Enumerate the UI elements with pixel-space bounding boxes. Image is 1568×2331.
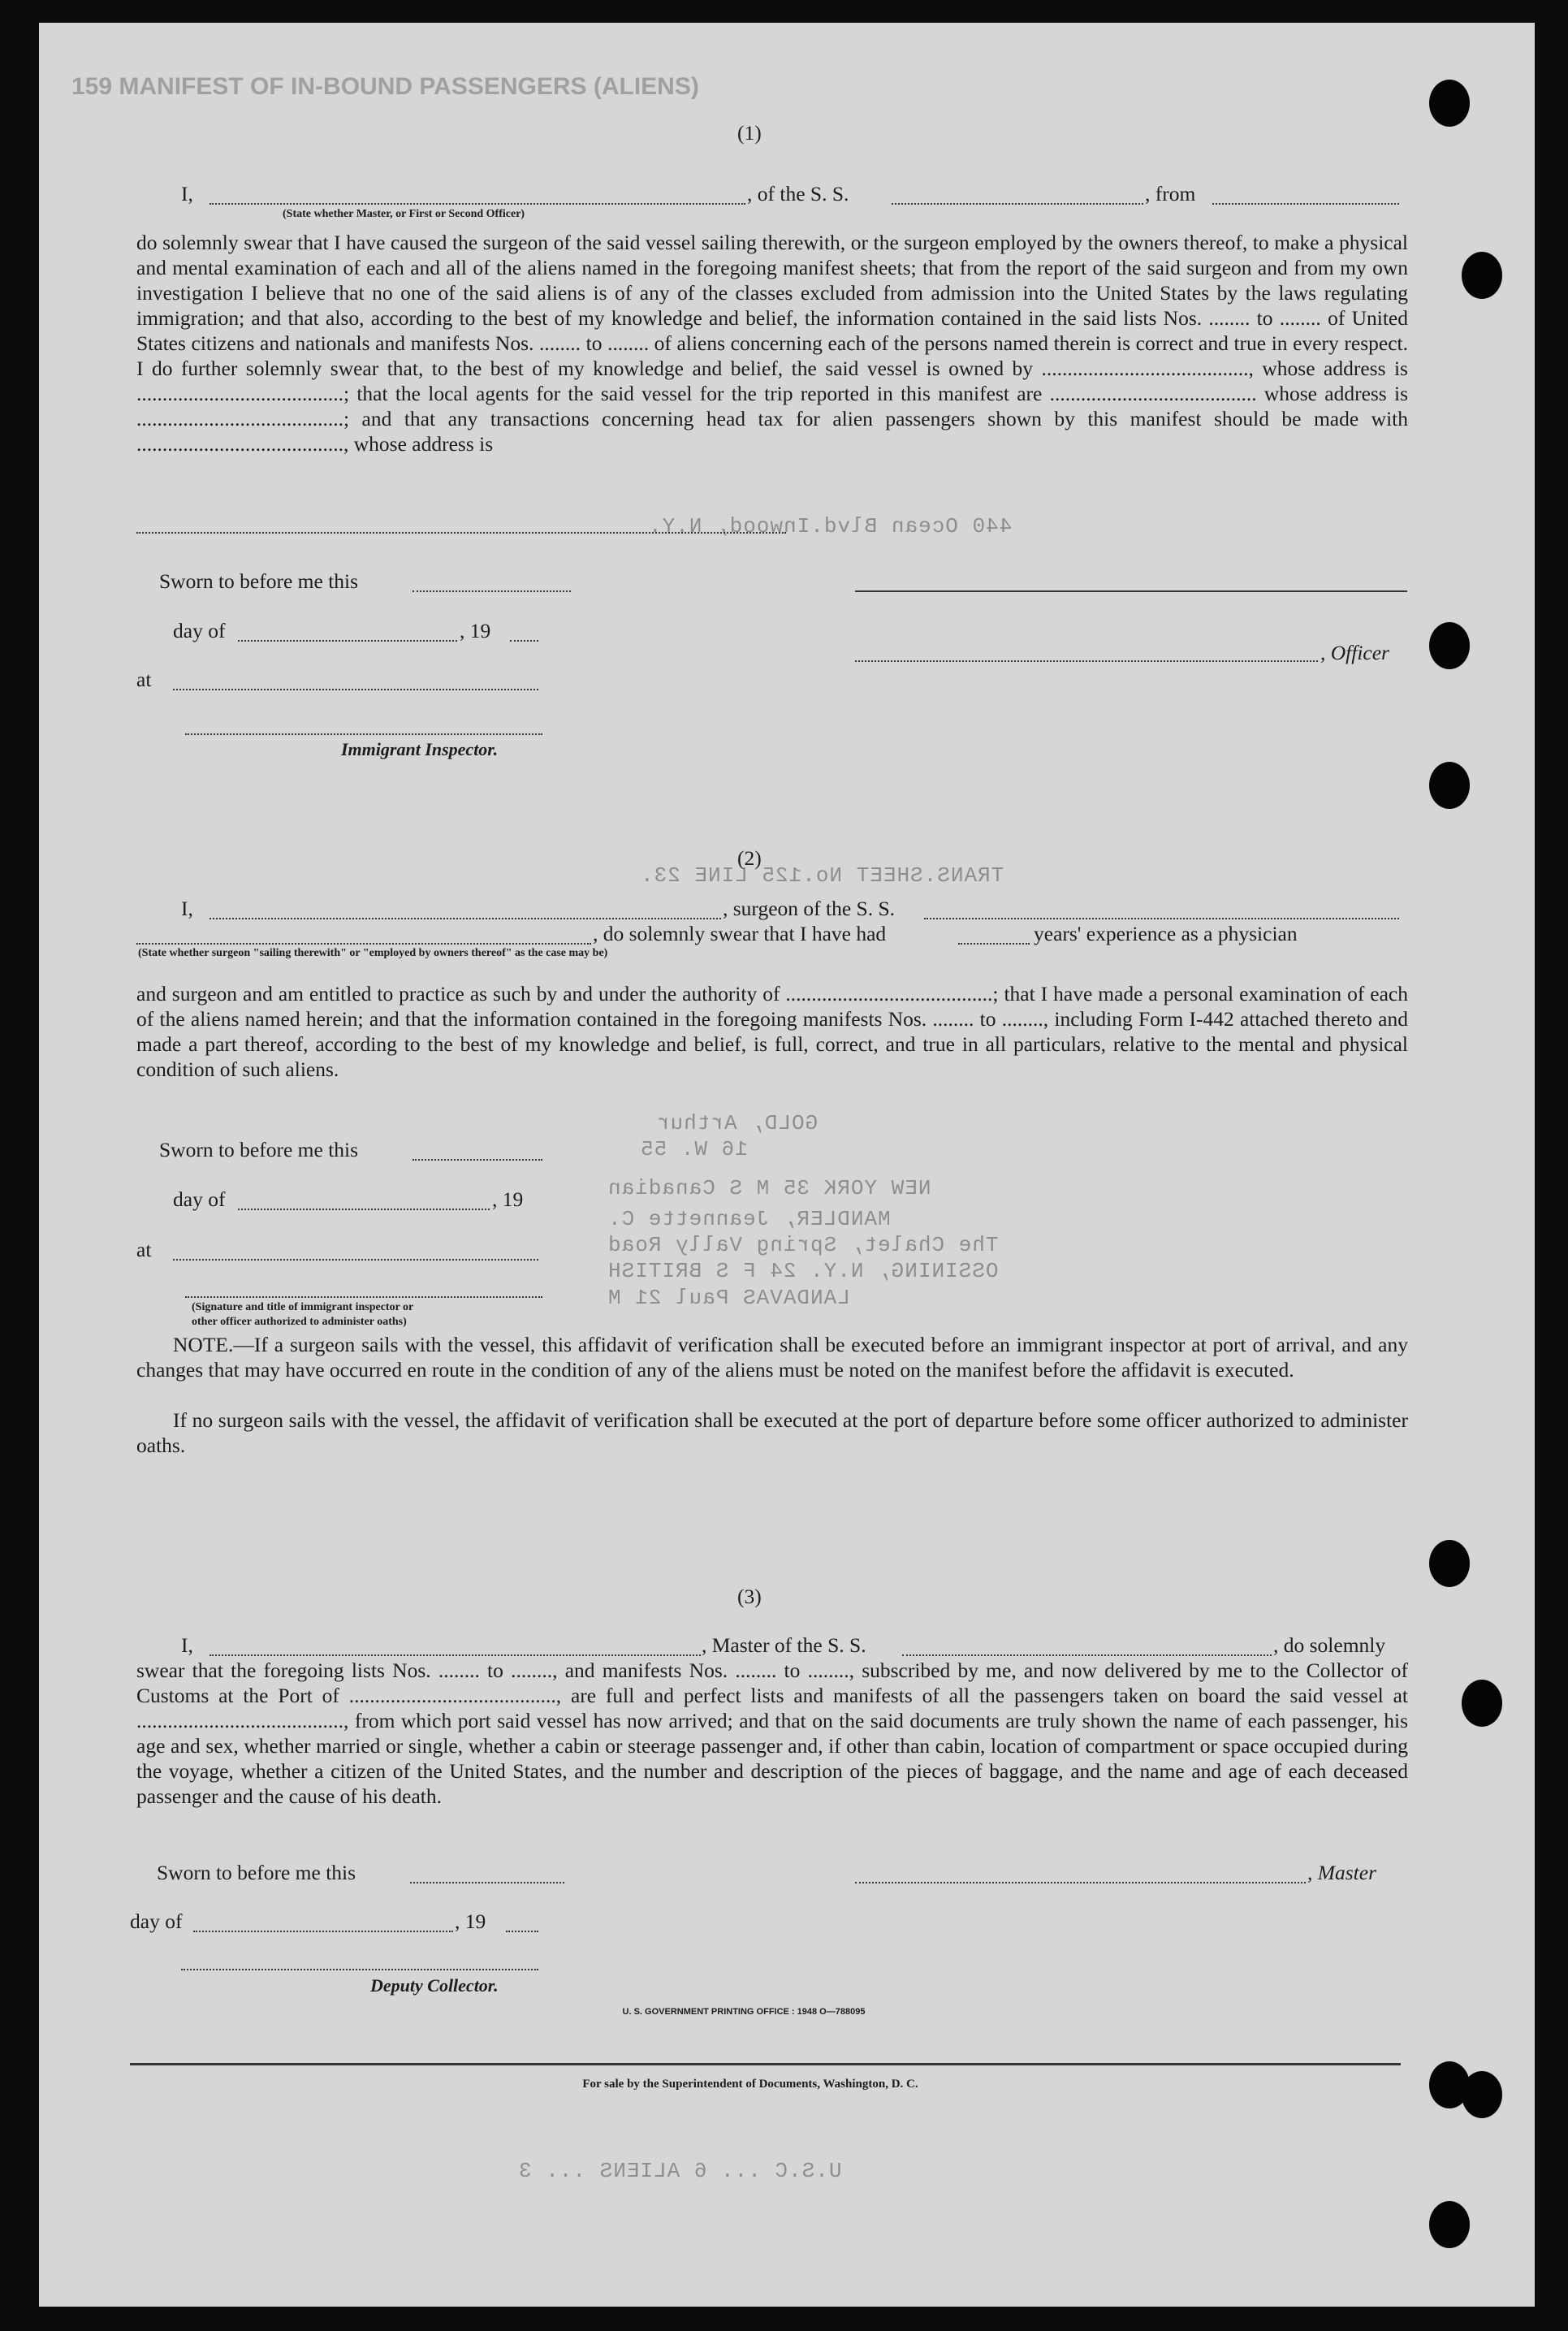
at-label-1: at (136, 668, 152, 691)
surgeon-vessel-field[interactable] (924, 918, 1399, 919)
year-field-1[interactable] (510, 640, 538, 642)
sworn-label-2: Sworn to before me this (159, 1138, 359, 1161)
footer-rule (130, 2063, 1401, 2065)
bleed-through-text: NEW YORK 35 M S Canadian (607, 1176, 931, 1200)
sworn-date-field-3[interactable] (410, 1882, 564, 1883)
bleed-through-text: LANDAVAS Paul 21 M (607, 1286, 850, 1310)
surgeon-caption: (State whether surgeon "sailing therewith" or "employed by owners thereof" as the case may be) (138, 947, 608, 959)
collector-signature-field[interactable] (181, 1969, 538, 1970)
sworn-label-3: Sworn to before me this (157, 1861, 356, 1884)
at-label-2: at (136, 1238, 152, 1261)
year-label-2: , 19 (492, 1187, 524, 1211)
punch-hole (1462, 1680, 1502, 1727)
day-of-label-3: day of (130, 1909, 183, 1933)
master-of-label: , Master of the S. S. (702, 1633, 866, 1657)
day-of-label-2: day of (173, 1187, 226, 1211)
day-of-field-3[interactable] (193, 1931, 453, 1932)
signature-caption-1: (Signature and title of immigrant inspector or (192, 1301, 414, 1313)
year-label-3: , 19 (455, 1909, 486, 1933)
sworn-date-field-1[interactable] (413, 590, 571, 592)
form-page (39, 23, 1535, 2307)
punch-hole (1429, 2201, 1470, 2248)
immigrant-inspector-caption: Immigrant Inspector. (341, 739, 499, 759)
master-title-label: , Master (1307, 1861, 1376, 1884)
vessel-name-field[interactable] (892, 203, 1143, 205)
punch-hole (1429, 80, 1470, 127)
officer-title-label: , Officer (1320, 641, 1389, 664)
bleed-through-text: 16 W. 55 (640, 1137, 748, 1161)
master-vessel-field[interactable] (902, 1654, 1272, 1656)
bleed-through-text: OSSINING, N.Y. 24 F S BRITISH (607, 1259, 999, 1283)
inspector-signature-field-1[interactable] (185, 733, 542, 735)
day-of-field-2[interactable] (238, 1209, 490, 1210)
officer-label: I, (181, 182, 193, 205)
physician-label: years' experience as a physician (1034, 922, 1298, 945)
from-port-field[interactable] (1212, 203, 1399, 205)
surgeon-label: I, (181, 897, 193, 920)
officer-signature-field[interactable] (855, 660, 1318, 662)
bleed-through-header: 159 MANIFEST OF IN-BOUND PASSENGERS (ALIENS) (71, 73, 699, 100)
master-solemnly-label: , do solemnly (1273, 1633, 1386, 1657)
year-label-1: , 19 (460, 619, 491, 642)
head-tax-address-field[interactable] (136, 532, 786, 534)
bleed-through-text: The Chalet, Spring Vally Road (607, 1233, 999, 1257)
section-2-number: (2) (737, 846, 762, 870)
section-1-number: (1) (737, 121, 762, 145)
note-text-2: If no surgeon sails with the vessel, the affidavit of verification shall be executed at the port of departure before some officer authorized to administer oaths. (136, 1408, 1408, 1457)
of-ss-label: , of the S. S. (747, 182, 849, 205)
surgeon-name-field[interactable] (209, 918, 721, 919)
day-of-field-1[interactable] (238, 640, 457, 642)
at-field-1[interactable] (173, 689, 538, 690)
punch-hole (1429, 762, 1470, 809)
officer-signature-line-top (855, 590, 1407, 592)
year-field-3[interactable] (506, 1931, 538, 1932)
sale-notice: For sale by the Superintendent of Documents, Washington, D. C. (582, 2078, 918, 2091)
master-label: I, (181, 1633, 193, 1657)
from-label: , from (1145, 182, 1196, 205)
section-3-number: (3) (737, 1585, 762, 1608)
master-signature-field[interactable] (855, 1882, 1306, 1883)
gpo-imprint: U. S. GOVERNMENT PRINTING OFFICE : 1948 O—788095 (622, 2007, 866, 2017)
bleed-through-text: MANDLER, Jeannette C. (607, 1207, 891, 1231)
bleed-through-text: TRANS.SHEET No.125 LINE 23. (640, 863, 1004, 888)
officer-name-field[interactable] (209, 203, 745, 205)
master-name-field[interactable] (209, 1654, 701, 1656)
day-of-label-1: day of (173, 619, 226, 642)
signature-caption-2: other officer authorized to administer oaths) (192, 1316, 407, 1328)
surgeon-status-field[interactable] (136, 943, 591, 945)
sworn-date-field-2[interactable] (413, 1159, 542, 1161)
section-3-oath-text: swear that the foregoing lists Nos. ........ to ........, and manifests Nos. ........ to ........, subscribed by me, and now delivered by me to the Collector of Customs at the Port of ........................................, are full and perfect lists and manifests of all the passengers taken on board the said vessel at ........................................, from which port said vessel has now arrived; and that on the said documents are truly shown the name of each passenger, his age and sex, whether married or single, whether a cabin or steerage passenger and, if other than cabin, location of compartment or space occupied during the voyage, whether a citizen of the United States, and the number and description of the pieces of baggage, and the name and age of each deceased passenger and the cause of his death. (136, 1659, 1408, 1808)
bleed-through-text: 440 Ocean Blvd.Inwood, N.Y. (648, 514, 1013, 538)
years-experience-field[interactable] (958, 943, 1030, 945)
punch-hole (1462, 2071, 1502, 2118)
bleed-through-text: GOLD, Arthur (656, 1111, 819, 1135)
surgeon-of-label: , surgeon of the S. S. (723, 897, 896, 920)
sworn-label-1: Sworn to before me this (159, 569, 359, 593)
officer-caption: (State whether Master, or First or Second Officer) (283, 208, 525, 220)
inspector-signature-field-2[interactable] (185, 1296, 542, 1298)
at-field-2[interactable] (173, 1259, 538, 1261)
note-text: NOTE.—If a surgeon sails with the vessel, this affidavit of verification shall be executed before an immigrant inspector at port of arrival, and any changes that may have occurred en route in the condition of any of the aliens must be noted on the manifest before the affidavit is executed. (136, 1333, 1408, 1382)
section-2-oath-text: and surgeon and am entitled to practice as such by and under the authority of ........................................; that I have made a personal examination of each of the aliens named herein; and that the information contained in the foregoing manifests Nos. ........ to ........, including Form I-442 attached thereto and made a part thereof, according to the best of my knowledge and belief, is full, correct, and true in all particulars, relative to the mental and physical condition of such aliens. (136, 982, 1408, 1081)
section-1-oath-text: do solemnly swear that I have caused the surgeon of the said vessel sailing therewith, or the surgeon employed by the owners thereof, to make a physical and mental examination of each and all of the aliens named in the foregoing manifest sheets; that from the report of the said surgeon and from my own investigation I believe that no one of the said aliens is of any of the classes excluded from admission into the United States by the laws regulating immigration; and that also, according to the best of my knowledge and belief, the information contained in the said lists Nos. ........ to ........ of United States citizens and nationals and manifests Nos. ........ to ........ of aliens concerning each of the persons named therein is correct and true in every respect. I do further solemnly swear that, to the best of my knowledge and belief, the said vessel is owned by ........................................, whose address is ........................................; that the local agents for the said vessel for the trip reported in this manifest are ........................................ whose address is ........................................; and that any transactions concerning head tax for alien passengers shown by this manifest should be made with ........................................, whose address is (136, 231, 1408, 456)
bleed-through-text: U.S.C ... 6 ALIENS ... 3 (518, 2159, 842, 2183)
punch-hole (1462, 252, 1502, 299)
punch-hole (1429, 1540, 1470, 1587)
years-experience-label: , do solemnly swear that I have had (593, 922, 887, 945)
punch-hole (1429, 622, 1470, 669)
deputy-collector-caption: Deputy Collector. (370, 1975, 499, 1996)
